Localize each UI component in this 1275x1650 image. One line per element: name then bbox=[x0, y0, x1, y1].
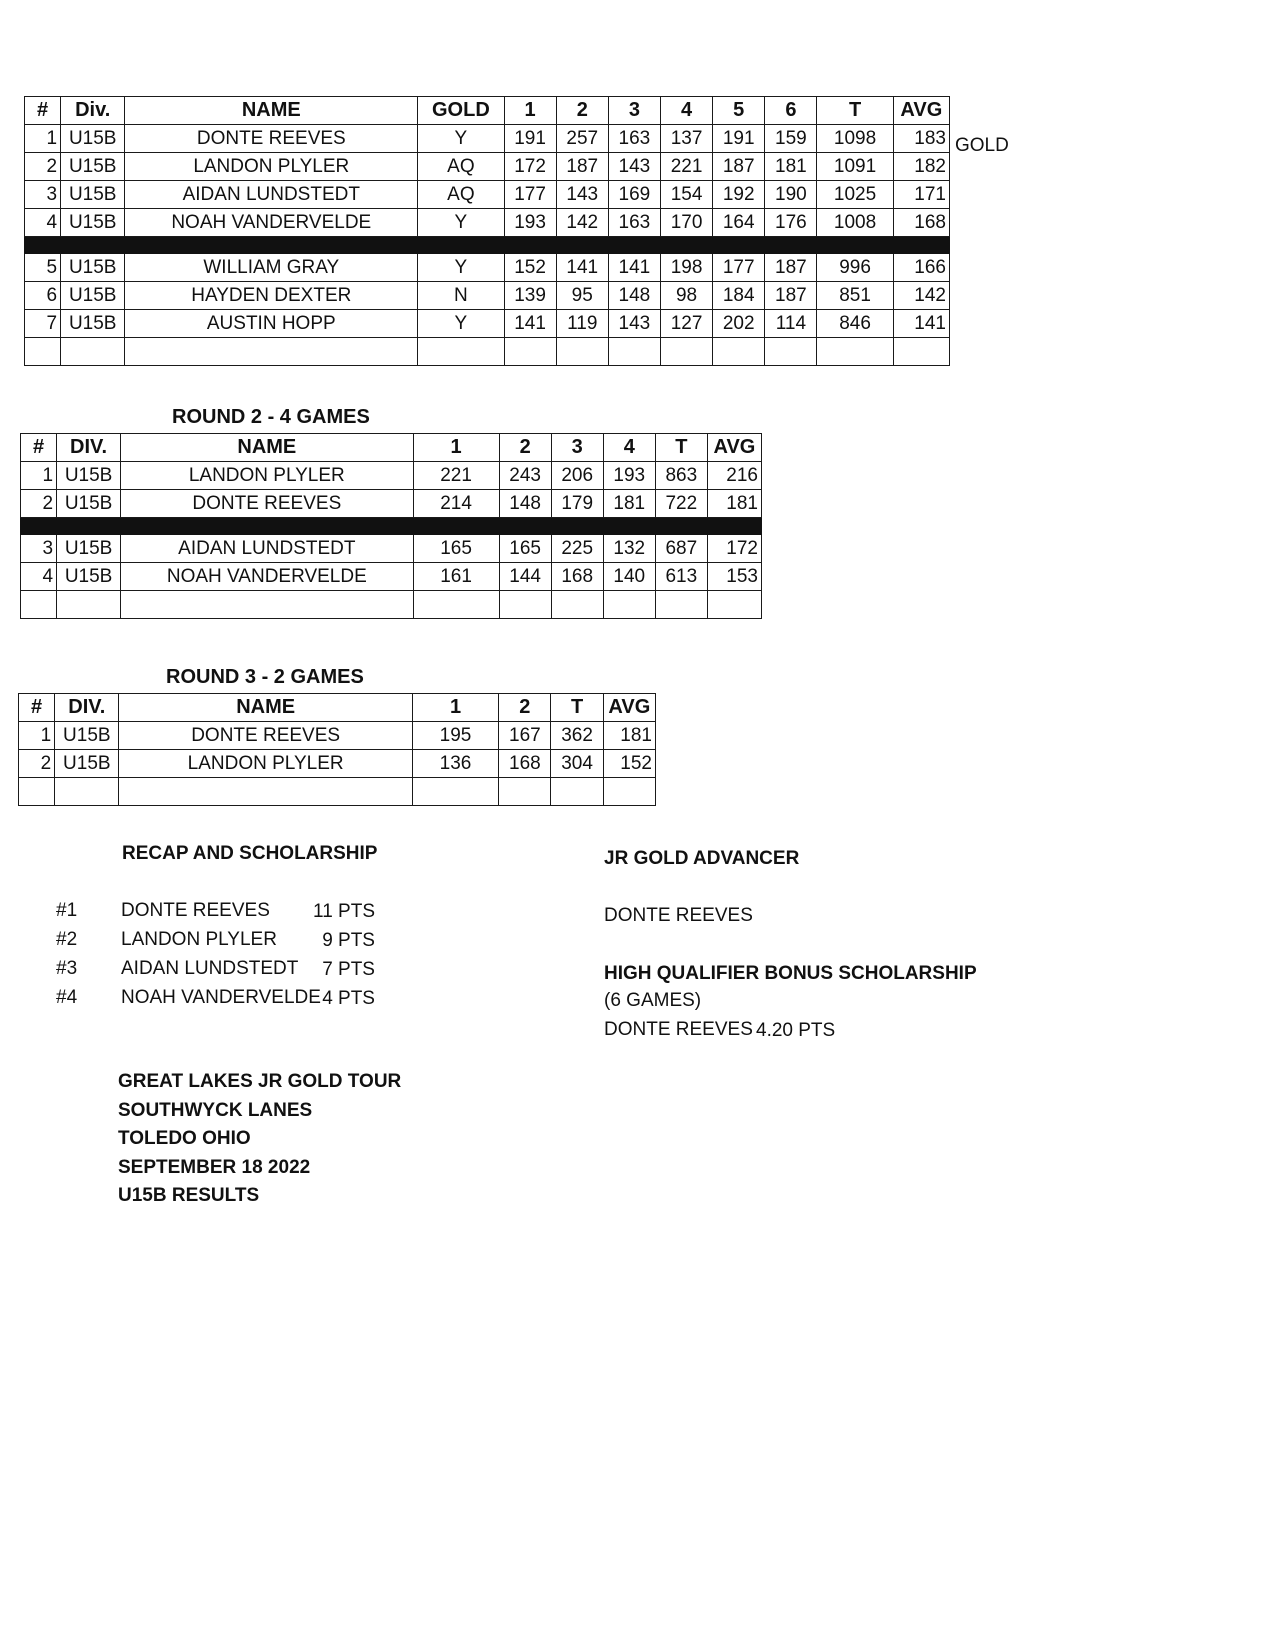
rank-cell: 2 bbox=[25, 153, 61, 181]
rank-cell: 1 bbox=[19, 722, 55, 750]
name-cell: WILLIAM GRAY bbox=[125, 254, 418, 282]
game-score-cell: 225 bbox=[551, 535, 603, 563]
total-cell: 846 bbox=[817, 310, 893, 338]
gold-cell: AQ bbox=[418, 153, 504, 181]
table-row bbox=[21, 490, 762, 518]
high-qualifier-points: 4.20 PTS bbox=[756, 1020, 836, 1041]
name-cell: LANDON PLYLER bbox=[119, 750, 412, 778]
total-cell: 304 bbox=[551, 750, 603, 778]
rank-cell: 3 bbox=[25, 181, 61, 209]
column-header: DIV. bbox=[57, 434, 121, 462]
game-score-cell: 169 bbox=[608, 181, 660, 209]
average-cell: 166 bbox=[893, 254, 949, 282]
game-score-cell: 184 bbox=[713, 282, 765, 310]
rank-cell: 2 bbox=[19, 750, 55, 778]
game-score-cell: 141 bbox=[504, 310, 556, 338]
gold-cell: N bbox=[418, 282, 504, 310]
gold-note: GOLD bbox=[955, 135, 1009, 156]
game-score-cell: 165 bbox=[499, 535, 551, 563]
column-header: Div. bbox=[61, 97, 125, 125]
game-score-cell: 163 bbox=[608, 125, 660, 153]
game-score-cell: 179 bbox=[551, 490, 603, 518]
game-score-cell: 159 bbox=[765, 125, 817, 153]
column-header: 3 bbox=[551, 434, 603, 462]
name-cell: DONTE REEVES bbox=[121, 490, 413, 518]
game-score-cell: 139 bbox=[504, 282, 556, 310]
total-cell: 722 bbox=[655, 490, 707, 518]
division-cell: U15B bbox=[61, 181, 125, 209]
recap-name: NOAH VANDERVELDE bbox=[121, 987, 321, 1008]
table-row bbox=[25, 153, 950, 181]
division-cell: U15B bbox=[57, 563, 121, 591]
column-header: GOLD bbox=[418, 97, 504, 125]
game-score-cell: 141 bbox=[608, 254, 660, 282]
recap-name: AIDAN LUNDSTEDT bbox=[121, 958, 299, 979]
total-cell: 996 bbox=[817, 254, 893, 282]
game-score-cell: 114 bbox=[765, 310, 817, 338]
rank-cell: 4 bbox=[25, 209, 61, 237]
column-header: 1 bbox=[504, 97, 556, 125]
column-header: 6 bbox=[765, 97, 817, 125]
recap-rank: #3 bbox=[56, 958, 78, 979]
high-qualifier-name: DONTE REEVES bbox=[604, 1019, 753, 1040]
recap-rank: #1 bbox=[56, 900, 78, 921]
average-cell: 171 bbox=[893, 181, 949, 209]
blank-row bbox=[19, 778, 656, 806]
name-cell: HAYDEN DEXTER bbox=[125, 282, 418, 310]
division-cell: U15B bbox=[61, 153, 125, 181]
table-row bbox=[21, 462, 762, 490]
game-score-cell: 170 bbox=[660, 209, 712, 237]
recap-points: 9 PTS bbox=[322, 930, 375, 951]
name-cell: LANDON PLYLER bbox=[121, 462, 413, 490]
column-header: 4 bbox=[603, 434, 655, 462]
game-score-cell: 140 bbox=[603, 563, 655, 591]
game-score-cell: 187 bbox=[765, 254, 817, 282]
average-cell: 153 bbox=[707, 563, 761, 591]
game-score-cell: 198 bbox=[660, 254, 712, 282]
round3-header-row bbox=[19, 694, 656, 722]
recap-title: RECAP AND SCHOLARSHIP bbox=[122, 843, 378, 864]
round1-header-row bbox=[25, 97, 950, 125]
average-cell: 172 bbox=[707, 535, 761, 563]
game-score-cell: 152 bbox=[504, 254, 556, 282]
division-cell: U15B bbox=[57, 535, 121, 563]
column-header: # bbox=[21, 434, 57, 462]
recap-points: 11 PTS bbox=[313, 901, 375, 922]
average-cell: 182 bbox=[893, 153, 949, 181]
game-score-cell: 136 bbox=[412, 750, 498, 778]
column-header: NAME bbox=[125, 97, 418, 125]
recap-name: LANDON PLYLER bbox=[121, 929, 277, 950]
table-row bbox=[25, 310, 950, 338]
rank-cell: 5 bbox=[25, 254, 61, 282]
name-cell: AIDAN LUNDSTEDT bbox=[121, 535, 413, 563]
round2-table bbox=[20, 433, 762, 619]
rank-cell: 4 bbox=[21, 563, 57, 591]
division-cell: U15B bbox=[55, 750, 119, 778]
game-score-cell: 193 bbox=[504, 209, 556, 237]
column-header: # bbox=[19, 694, 55, 722]
name-cell: AUSTIN HOPP bbox=[125, 310, 418, 338]
average-cell: 216 bbox=[707, 462, 761, 490]
gold-cell: Y bbox=[418, 125, 504, 153]
game-score-cell: 221 bbox=[660, 153, 712, 181]
high-qualifier-subtitle: (6 GAMES) bbox=[604, 990, 702, 1011]
name-cell: NOAH VANDERVELDE bbox=[121, 563, 413, 591]
game-score-cell: 119 bbox=[556, 310, 608, 338]
average-cell: 141 bbox=[893, 310, 949, 338]
game-score-cell: 187 bbox=[556, 153, 608, 181]
column-header: 2 bbox=[499, 694, 551, 722]
rank-cell: 2 bbox=[21, 490, 57, 518]
table-row bbox=[21, 563, 762, 591]
game-score-cell: 168 bbox=[499, 750, 551, 778]
division-cell: U15B bbox=[55, 722, 119, 750]
game-score-cell: 154 bbox=[660, 181, 712, 209]
gold-cell: Y bbox=[418, 254, 504, 282]
division-cell: U15B bbox=[61, 209, 125, 237]
rank-cell: 1 bbox=[25, 125, 61, 153]
recap-points: 4 PTS bbox=[322, 988, 375, 1009]
average-cell: 142 bbox=[893, 282, 949, 310]
rank-cell: 6 bbox=[25, 282, 61, 310]
event-info-line: SEPTEMBER 18 2022 bbox=[118, 1156, 311, 1178]
total-cell: 1008 bbox=[817, 209, 893, 237]
column-header: 1 bbox=[413, 434, 499, 462]
game-score-cell: 95 bbox=[556, 282, 608, 310]
game-score-cell: 191 bbox=[504, 125, 556, 153]
column-header: NAME bbox=[119, 694, 412, 722]
division-cell: U15B bbox=[61, 310, 125, 338]
average-cell: 183 bbox=[893, 125, 949, 153]
average-cell: 181 bbox=[707, 490, 761, 518]
blank-row bbox=[25, 338, 950, 366]
division-cell: U15B bbox=[61, 125, 125, 153]
game-score-cell: 257 bbox=[556, 125, 608, 153]
blank-row bbox=[21, 591, 762, 619]
game-score-cell: 181 bbox=[603, 490, 655, 518]
division-cell: U15B bbox=[61, 282, 125, 310]
game-score-cell: 168 bbox=[551, 563, 603, 591]
rank-cell: 7 bbox=[25, 310, 61, 338]
total-cell: 863 bbox=[655, 462, 707, 490]
table-row bbox=[25, 181, 950, 209]
round3-table bbox=[18, 693, 656, 806]
game-score-cell: 187 bbox=[765, 282, 817, 310]
game-score-cell: 172 bbox=[504, 153, 556, 181]
game-score-cell: 164 bbox=[713, 209, 765, 237]
column-header: AVG bbox=[603, 694, 655, 722]
game-score-cell: 191 bbox=[713, 125, 765, 153]
name-cell: DONTE REEVES bbox=[119, 722, 412, 750]
average-cell: 181 bbox=[603, 722, 655, 750]
event-info-line: GREAT LAKES JR GOLD TOUR bbox=[118, 1071, 402, 1092]
column-header: AVG bbox=[707, 434, 761, 462]
game-score-cell: 98 bbox=[660, 282, 712, 310]
cut-line-bar bbox=[25, 237, 950, 254]
game-score-cell: 144 bbox=[499, 563, 551, 591]
total-cell: 851 bbox=[817, 282, 893, 310]
event-info-line: TOLEDO OHIO bbox=[118, 1128, 251, 1149]
game-score-cell: 193 bbox=[603, 462, 655, 490]
total-cell: 362 bbox=[551, 722, 603, 750]
table-row bbox=[21, 535, 762, 563]
division-cell: U15B bbox=[57, 490, 121, 518]
column-header: AVG bbox=[893, 97, 949, 125]
average-cell: 168 bbox=[893, 209, 949, 237]
game-score-cell: 161 bbox=[413, 563, 499, 591]
high-qualifier-title: HIGH QUALIFIER BONUS SCHOLARSHIP bbox=[604, 963, 977, 984]
column-header: 3 bbox=[608, 97, 660, 125]
rank-cell: 1 bbox=[21, 462, 57, 490]
round2-title: ROUND 2 - 4 GAMES bbox=[172, 406, 370, 428]
game-score-cell: 187 bbox=[713, 153, 765, 181]
name-cell: NOAH VANDERVELDE bbox=[125, 209, 418, 237]
game-score-cell: 243 bbox=[499, 462, 551, 490]
game-score-cell: 165 bbox=[413, 535, 499, 563]
advancer-name: DONTE REEVES bbox=[604, 905, 753, 926]
game-score-cell: 148 bbox=[608, 282, 660, 310]
column-header: 5 bbox=[713, 97, 765, 125]
average-cell: 152 bbox=[603, 750, 655, 778]
recap-rank: #4 bbox=[56, 987, 78, 1008]
game-score-cell: 177 bbox=[504, 181, 556, 209]
game-score-cell: 148 bbox=[499, 490, 551, 518]
column-header: 4 bbox=[660, 97, 712, 125]
name-cell: AIDAN LUNDSTEDT bbox=[125, 181, 418, 209]
table-row bbox=[19, 722, 656, 750]
advancer-title: JR GOLD ADVANCER bbox=[604, 848, 800, 869]
table-row bbox=[25, 125, 950, 153]
game-score-cell: 214 bbox=[413, 490, 499, 518]
column-header: 2 bbox=[499, 434, 551, 462]
column-header: T bbox=[817, 97, 893, 125]
game-score-cell: 142 bbox=[556, 209, 608, 237]
table-row bbox=[25, 209, 950, 237]
game-score-cell: 143 bbox=[608, 153, 660, 181]
name-cell: DONTE REEVES bbox=[125, 125, 418, 153]
game-score-cell: 132 bbox=[603, 535, 655, 563]
cut-line-bar bbox=[21, 518, 762, 535]
game-score-cell: 143 bbox=[556, 181, 608, 209]
gold-cell: Y bbox=[418, 209, 504, 237]
total-cell: 687 bbox=[655, 535, 707, 563]
column-header: 1 bbox=[412, 694, 498, 722]
table-row bbox=[19, 750, 656, 778]
total-cell: 613 bbox=[655, 563, 707, 591]
column-header: T bbox=[551, 694, 603, 722]
game-score-cell: 190 bbox=[765, 181, 817, 209]
gold-cell: AQ bbox=[418, 181, 504, 209]
game-score-cell: 195 bbox=[412, 722, 498, 750]
round2-header-row bbox=[21, 434, 762, 462]
recap-name: DONTE REEVES bbox=[121, 900, 270, 921]
division-cell: U15B bbox=[57, 462, 121, 490]
recap-rank: #2 bbox=[56, 929, 78, 950]
event-info-line: U15B RESULTS bbox=[118, 1185, 260, 1206]
table-row bbox=[25, 254, 950, 282]
game-score-cell: 221 bbox=[413, 462, 499, 490]
game-score-cell: 202 bbox=[713, 310, 765, 338]
gold-cell: Y bbox=[418, 310, 504, 338]
name-cell: LANDON PLYLER bbox=[125, 153, 418, 181]
game-score-cell: 163 bbox=[608, 209, 660, 237]
round3-title: ROUND 3 - 2 GAMES bbox=[166, 666, 364, 688]
column-header: DIV. bbox=[55, 694, 119, 722]
game-score-cell: 127 bbox=[660, 310, 712, 338]
total-cell: 1098 bbox=[817, 125, 893, 153]
column-header: # bbox=[25, 97, 61, 125]
game-score-cell: 192 bbox=[713, 181, 765, 209]
table-row bbox=[25, 282, 950, 310]
game-score-cell: 137 bbox=[660, 125, 712, 153]
game-score-cell: 176 bbox=[765, 209, 817, 237]
rank-cell: 3 bbox=[21, 535, 57, 563]
game-score-cell: 141 bbox=[556, 254, 608, 282]
game-score-cell: 181 bbox=[765, 153, 817, 181]
event-info-line: SOUTHWYCK LANES bbox=[118, 1099, 313, 1121]
column-header: 2 bbox=[556, 97, 608, 125]
round1-table bbox=[24, 96, 950, 366]
game-score-cell: 167 bbox=[499, 722, 551, 750]
column-header: NAME bbox=[121, 434, 413, 462]
total-cell: 1091 bbox=[817, 153, 893, 181]
game-score-cell: 177 bbox=[713, 254, 765, 282]
game-score-cell: 206 bbox=[551, 462, 603, 490]
division-cell: U15B bbox=[61, 254, 125, 282]
total-cell: 1025 bbox=[817, 181, 893, 209]
game-score-cell: 143 bbox=[608, 310, 660, 338]
recap-points: 7 PTS bbox=[322, 959, 375, 980]
column-header: T bbox=[655, 434, 707, 462]
